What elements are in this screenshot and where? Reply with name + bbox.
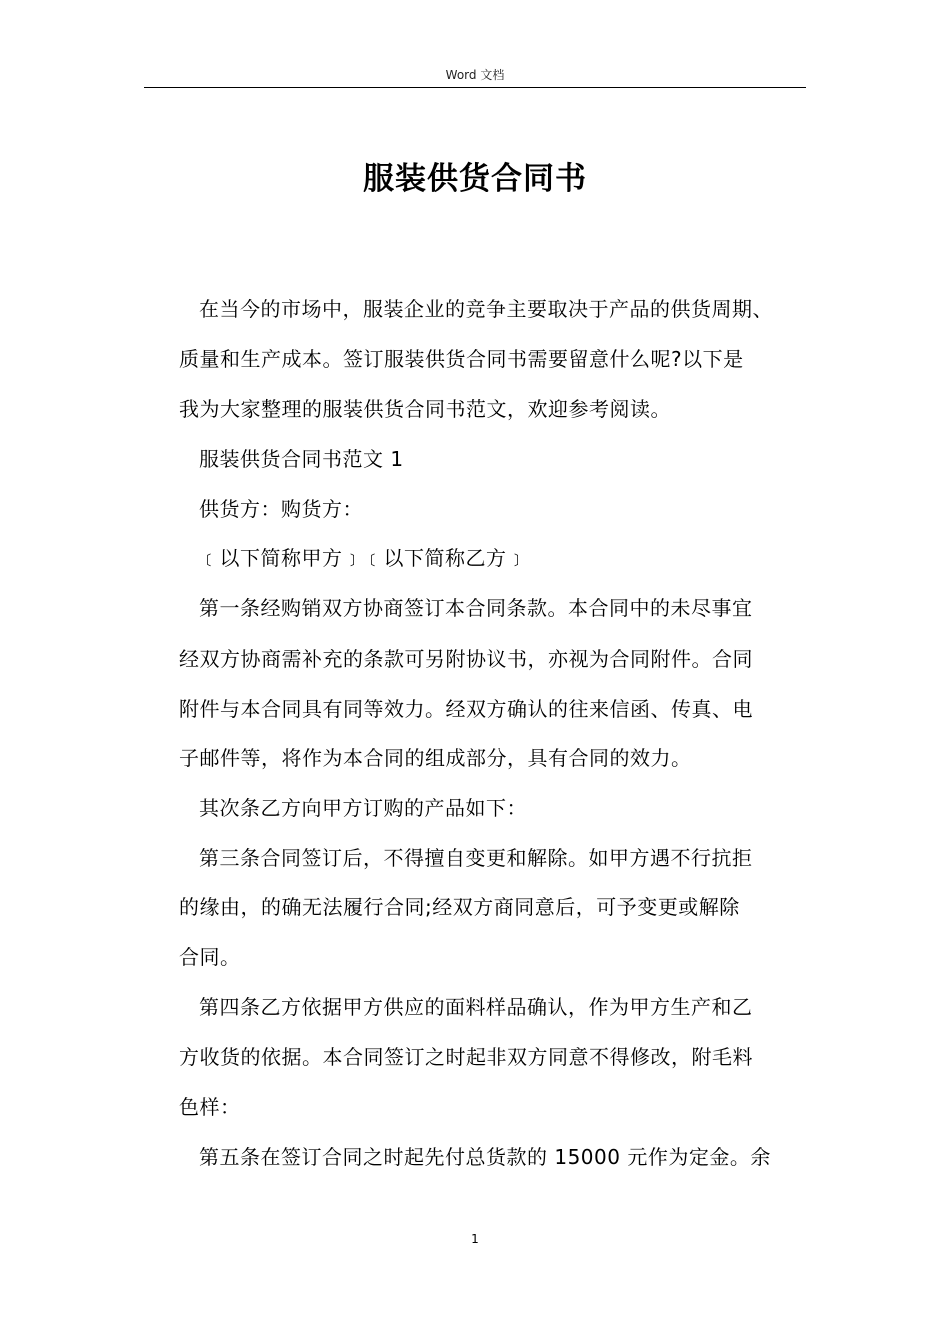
body-line: 色样： [179,1095,241,1119]
body-line: 经双方协商需补充的条款可另附协议书，亦视为合同附件。合同 [179,647,753,671]
page-header: Word 文档 [445,68,505,82]
body-line: 我为大家整理的服装供货合同书范文，欢迎参考阅读。 [179,397,671,421]
body-line: 合同。 [179,945,241,969]
body-line: 第一条经购销双方协商签订本合同条款。本合同中的未尽事宜 [199,596,753,620]
page-number: 1 [471,1232,479,1246]
body-line: 第五条在签订合同之时起先付总货款的 15000 元作为定金。余 [199,1145,771,1169]
body-line: 供货方：购货方： [199,497,363,521]
body-line: 子邮件等，将作为本合同的组成部分，具有合同的效力。 [179,746,692,770]
body-line: 方收货的依据。本合同签订之时起非双方同意不得修改，附毛料 [179,1045,753,1069]
body-line: 第三条合同签订后，不得擅自变更和解除。如甲方遇不行抗拒 [199,846,753,870]
body-line: 在当今的市场中，服装企业的竞争主要取决于产品的供货周期、 [199,297,773,321]
body-line: 的缘由，的确无法履行合同;经双方商同意后，可予变更或解除 [179,895,740,919]
body-line: ﹝以下简称甲方﹞﹝以下简称乙方﹞ [199,546,527,570]
header-divider [144,87,806,88]
document-title: 服装供货合同书 [363,161,587,197]
body-line: 质量和生产成本。签订服装供货合同书需要留意什么呢?以下是 [179,347,744,371]
body-line: 其次条乙方向甲方订购的产品如下： [199,796,527,820]
body-line: 服装供货合同书范文 1 [199,447,404,471]
body-line: 第四条乙方依据甲方供应的面料样品确认，作为甲方生产和乙 [199,995,753,1019]
body-line: 附件与本合同具有同等效力。经双方确认的往来信函、传真、电 [179,697,753,721]
